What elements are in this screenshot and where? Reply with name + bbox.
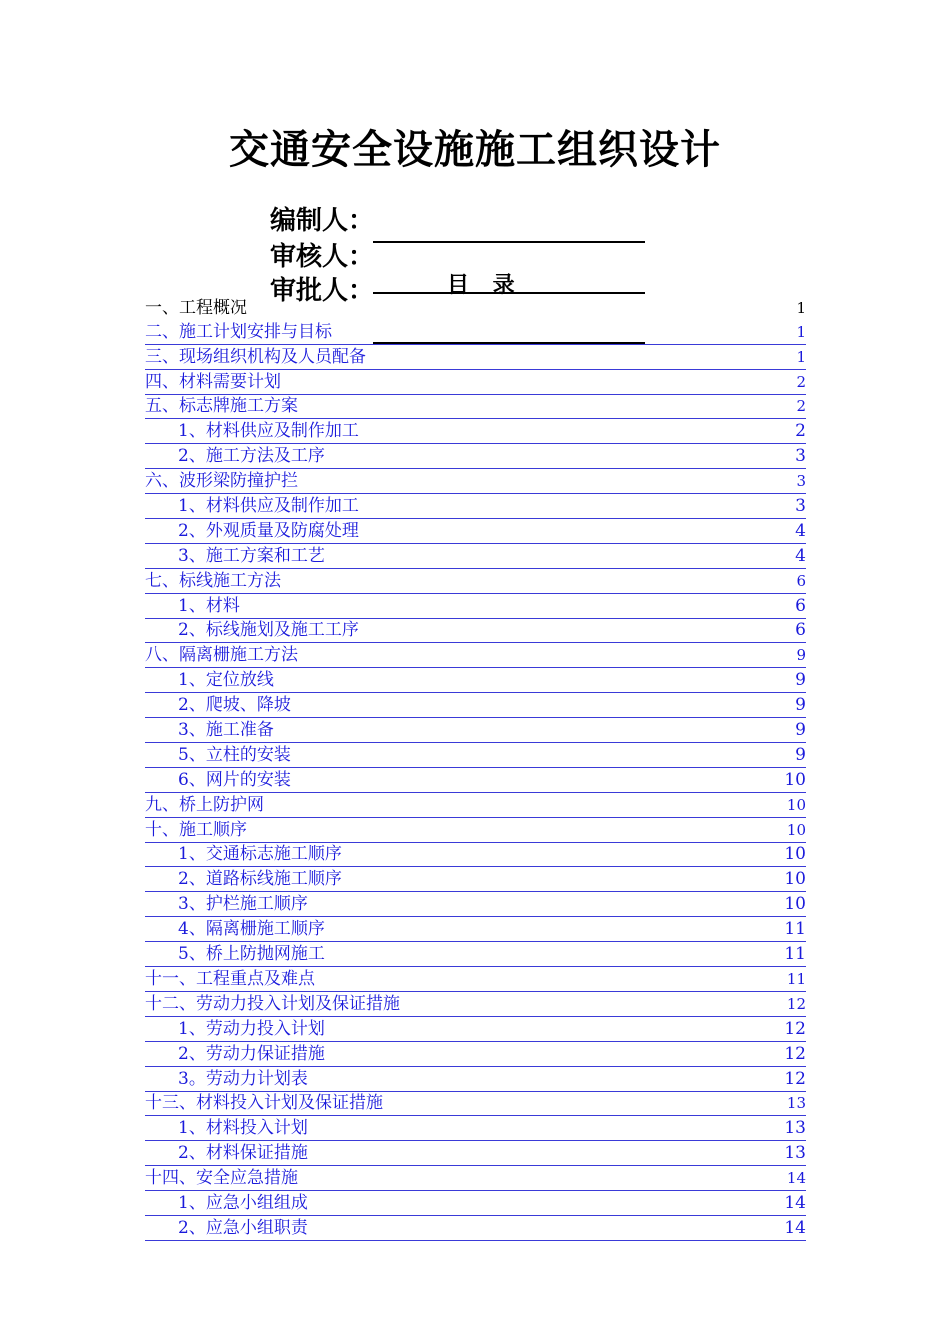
toc-entry-label: 2、材料保证措施 <box>178 1143 308 1164</box>
toc-heading: 目 录 <box>447 273 523 298</box>
toc-subentry[interactable] <box>145 892 806 917</box>
toc-entry-label: 1、材料投入计划 <box>178 1118 308 1139</box>
toc-entry[interactable] <box>145 1166 806 1191</box>
toc-entry-label: 1、劳动力投入计划 <box>178 1018 325 1039</box>
table-of-contents <box>145 295 806 1241</box>
toc-entry-label: 6、网片的安装 <box>178 769 291 790</box>
toc-entry-page: 10 <box>784 894 806 915</box>
toc-entry-label: 5、立柱的安装 <box>178 744 291 765</box>
toc-entry-page: 11 <box>784 919 806 940</box>
toc-subentry[interactable] <box>145 942 806 967</box>
toc-subentry[interactable] <box>145 917 806 942</box>
toc-entry-label: 4、隔离栅施工顺序 <box>178 919 325 940</box>
toc-entry-label: 1、材料供应及制作加工 <box>178 496 359 517</box>
toc-subentry[interactable] <box>145 544 806 569</box>
toc-subentry[interactable] <box>145 594 806 619</box>
toc-entry-page: 11 <box>786 969 806 988</box>
toc-entry-page: 2 <box>796 397 806 416</box>
toc-entry-page: 9 <box>795 670 806 691</box>
toc-entry-page: 10 <box>784 769 806 790</box>
toc-entry[interactable] <box>145 395 806 420</box>
toc-entry-page: 4 <box>795 545 806 566</box>
toc-entry-page: 4 <box>795 520 806 541</box>
toc-subentry[interactable] <box>145 718 806 743</box>
toc-entry-page: 3 <box>795 496 806 517</box>
toc-entry-label: 2、应急小组职责 <box>178 1217 308 1238</box>
toc-entry-label: 九、桥上防护网 <box>145 794 264 815</box>
toc-entry-label: 八、隔离栅施工方法 <box>145 645 298 666</box>
toc-entry-page: 13 <box>784 1118 806 1139</box>
toc-entry-label: 3、施工方案和工艺 <box>178 545 325 566</box>
toc-entry-page: 14 <box>784 1192 806 1213</box>
toc-entry-label: 一、工程概况 <box>145 297 247 318</box>
document-title: 交通安全设施施工组织设计 <box>229 127 721 173</box>
toc-entry-label: 2、道路标线施工顺序 <box>178 869 342 890</box>
toc-entry-page: 6 <box>795 620 806 641</box>
toc-entry-page: 12 <box>784 1018 806 1039</box>
toc-entry-page: 10 <box>784 869 806 890</box>
reviewer-label: 审核人： <box>270 242 375 272</box>
toc-entry-page: 9 <box>795 720 806 741</box>
toc-entry[interactable] <box>145 967 806 992</box>
toc-entry-page: 2 <box>796 372 806 391</box>
toc-entry-label: 十一、工程重点及难点 <box>145 968 315 989</box>
toc-entry[interactable] <box>145 370 806 395</box>
toc-subentry[interactable] <box>145 668 806 693</box>
toc-subentry[interactable] <box>145 1216 806 1241</box>
toc-entry-label: 3、护栏施工顺序 <box>178 894 308 915</box>
toc-subentry[interactable] <box>145 1067 806 1092</box>
toc-entry-label: 四、材料需要计划 <box>145 371 281 392</box>
toc-subentry[interactable] <box>145 1017 806 1042</box>
toc-entry-page: 6 <box>795 595 806 616</box>
toc-entry-page: 13 <box>784 1143 806 1164</box>
toc-entry-page: 12 <box>784 1043 806 1064</box>
toc-entry[interactable] <box>145 793 806 818</box>
toc-entry-page: 11 <box>784 944 806 965</box>
toc-entry-label: 1、交通标志施工顺序 <box>178 844 342 865</box>
toc-entry-label: 1、定位放线 <box>178 670 274 691</box>
toc-subentry[interactable] <box>145 519 806 544</box>
toc-entry-label: 十四、安全应急措施 <box>145 1168 298 1189</box>
toc-subentry[interactable] <box>145 743 806 768</box>
toc-entry-page: 1 <box>796 298 806 317</box>
toc-entry-page: 3 <box>795 446 806 467</box>
toc-subentry[interactable] <box>145 1191 806 1216</box>
toc-subentry[interactable] <box>145 768 806 793</box>
toc-entry[interactable] <box>145 1092 806 1117</box>
toc-entry-page: 10 <box>786 820 806 839</box>
toc-entry <box>145 295 806 320</box>
toc-entry-label: 2、标线施划及施工工序 <box>178 620 359 641</box>
toc-entry-label: 十、施工顺序 <box>145 819 247 840</box>
toc-subentry[interactable] <box>145 693 806 718</box>
approver-label: 审批人： <box>270 276 375 306</box>
toc-entry-label: 五、标志牌施工方案 <box>145 396 298 417</box>
toc-entry-page: 14 <box>784 1217 806 1238</box>
toc-entry-page: 9 <box>795 695 806 716</box>
toc-entry-label: 3。劳动力计划表 <box>178 1068 308 1089</box>
toc-subentry[interactable] <box>145 1141 806 1166</box>
toc-entry-page: 1 <box>796 322 806 341</box>
reviewer-signature-line <box>373 241 645 243</box>
toc-entry-page: 14 <box>786 1169 806 1188</box>
toc-entry-label: 三、现场组织机构及人员配备 <box>145 346 366 367</box>
toc-subentry[interactable] <box>145 843 806 868</box>
toc-entry-label: 十三、材料投入计划及保证措施 <box>145 1093 383 1114</box>
toc-entry-page: 10 <box>786 795 806 814</box>
toc-entry-label: 十二、劳动力投入计划及保证措施 <box>145 993 400 1014</box>
toc-entry[interactable] <box>145 643 806 668</box>
toc-subentry[interactable] <box>145 867 806 892</box>
toc-subentry[interactable] <box>145 1042 806 1067</box>
toc-entry[interactable] <box>145 992 806 1017</box>
editor-label: 编制人： <box>270 206 375 236</box>
toc-entry-label: 2、施工方法及工序 <box>178 446 325 467</box>
toc-subentry[interactable] <box>145 419 806 444</box>
toc-entry-label: 1、材料供应及制作加工 <box>178 421 359 442</box>
toc-entry-page: 6 <box>796 571 806 590</box>
toc-subentry[interactable] <box>145 619 806 644</box>
toc-entry-page: 3 <box>796 472 806 491</box>
toc-entry-page: 2 <box>795 421 806 442</box>
toc-entry-page: 10 <box>784 844 806 865</box>
toc-entry[interactable] <box>145 818 806 843</box>
toc-subentry[interactable] <box>145 1116 806 1141</box>
toc-entry-page: 13 <box>786 1094 806 1113</box>
toc-entry-label: 二、施工计划安排与目标 <box>145 321 332 342</box>
toc-entry-label: 六、波形梁防撞护拦 <box>145 471 298 492</box>
toc-entry[interactable] <box>145 320 806 345</box>
toc-entry[interactable] <box>145 569 806 594</box>
toc-entry-page: 12 <box>786 994 806 1013</box>
toc-entry-label: 2、外观质量及防腐处理 <box>178 520 359 541</box>
toc-entry-label: 1、材料 <box>178 595 240 616</box>
toc-entry-label: 2、劳动力保证措施 <box>178 1043 325 1064</box>
toc-entry-label: 七、标线施工方法 <box>145 570 281 591</box>
toc-entry-label: 2、爬坡、降坡 <box>178 695 291 716</box>
toc-subentry[interactable] <box>145 494 806 519</box>
toc-subentry[interactable] <box>145 444 806 469</box>
toc-entry-page: 9 <box>795 744 806 765</box>
toc-entry[interactable] <box>145 345 806 370</box>
toc-entry[interactable] <box>145 469 806 494</box>
toc-entry-label: 5、桥上防抛网施工 <box>178 944 325 965</box>
toc-entry-label: 1、应急小组组成 <box>178 1192 308 1213</box>
toc-entry-page: 9 <box>796 646 806 665</box>
toc-entry-label: 3、施工准备 <box>178 720 274 741</box>
toc-entry-page: 1 <box>796 347 806 366</box>
toc-entry-page: 12 <box>784 1068 806 1089</box>
